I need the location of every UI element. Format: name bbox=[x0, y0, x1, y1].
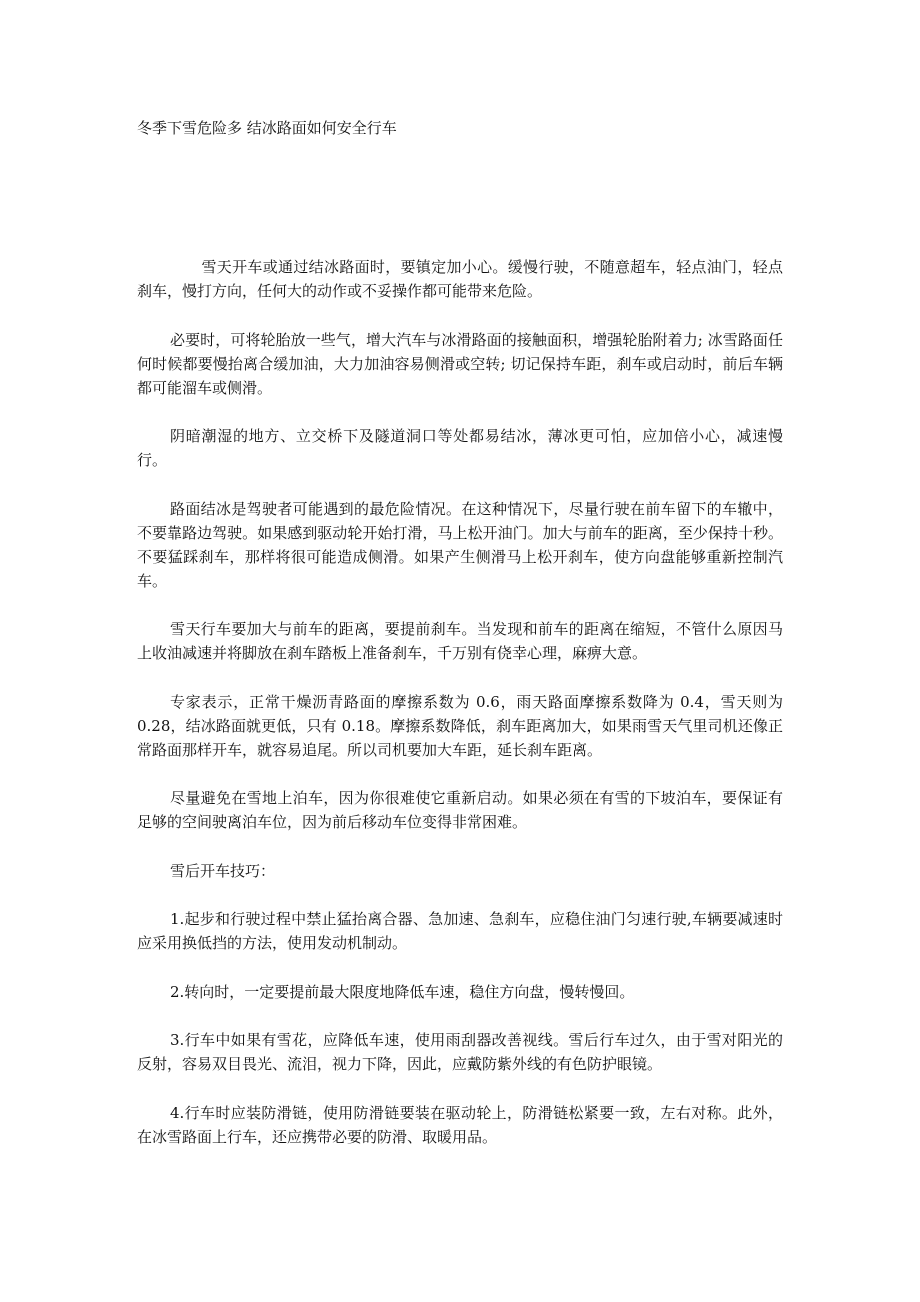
document-body bbox=[137, 255, 783, 1173]
paragraph: 尽量避免在雪地上泊车，因为你很难使它重新启动。如果必须在有雪的下坡泊车，要保证有足够的空间驶离泊车位，因为前后移动车位变得非常困难。 bbox=[137, 789, 783, 831]
paragraph: 必要时，可将轮胎放一些气，增大汽车与冰滑路面的接触面积，增强轮胎附着力; 冰雪路面任何时候都要慢抬离合缓加油，大力加油容易侧滑或空转; 切记保持车距，刹车或启动时，前后车辆都可能溜车或侧滑。 bbox=[137, 330, 783, 397]
paragraph: 专家表示，正常干燥沥青路面的摩擦系数为 0.6，雨天路面摩擦系数降为 0.4，雪天则为 0.28，结冰路面就更低，只有 0.18。摩擦系数降低，刹车距离加大，如果雨雪天气里司机还像正常路面那样开车，就容易追尾。所以司机要加大车距，延长刹车距离。 bbox=[137, 692, 783, 759]
paragraph: 阴暗潮湿的地方、立交桥下及隧道洞口等处都易结冰，薄冰更可怕，应加倍小心，减速慢行。 bbox=[137, 427, 783, 469]
list-item: 1.起步和行驶过程中禁止猛抬离合器、急加速、急刹车，应稳住油门匀速行驶,车辆要减速时应采用换低挡的方法，使用发动机制动。 bbox=[137, 910, 783, 952]
list-item: 2.转向时，一定要提前最大限度地降低车速，稳住方向盘，慢转慢回。 bbox=[170, 982, 635, 1001]
list-item: 3.行车中如果有雪花，应降低车速，使用雨刮器改善视线。雪后行车过久，由于雪对阳光的反射，容易双目畏光、流泪，视力下降，因此，应戴防紫外线的有色防护眼镜。 bbox=[137, 1031, 783, 1073]
document-title: 冬季下雪危险多 结冰路面如何安全行车 bbox=[137, 119, 397, 137]
list-item: 4.行车时应装防滑链，使用防滑链要装在驱动轮上，防滑链松紧要一致，左右对称。此外，在冰雪路面上行车，还应携带必要的防滑、取暖用品。 bbox=[137, 1103, 783, 1146]
paragraph: 雪天行车要加大与前车的距离，要提前刹车。当发现和前车的距离在缩短，不管什么原因马上收油减速并将脚放在刹车踏板上准备刹车，千万别有侥幸心理，麻痹大意。 bbox=[137, 620, 783, 662]
paragraph: 雪天开车或通过结冰路面时，要镇定加小心。缓慢行驶，不随意超车，轻点油门，轻点刹车，慢打方向，任何大的动作或不妥操作都可能带来危险。 bbox=[137, 258, 783, 300]
section-heading: 雪后开车技巧： bbox=[170, 861, 276, 880]
paragraph: 路面结冰是驾驶者可能遇到的最危险情况。在这种情况下，尽量行驶在前车留下的车辙中，不要靠路边驾驶。如果感到驱动轮开始打滑，马上松开油门。加大与前车的距离，至少保持十秒。不要猛踩刹车，那样将很可能造成侧滑。如果产生侧滑马上松开刹车，使方向盘能够重新控制汽车。 bbox=[137, 499, 783, 590]
